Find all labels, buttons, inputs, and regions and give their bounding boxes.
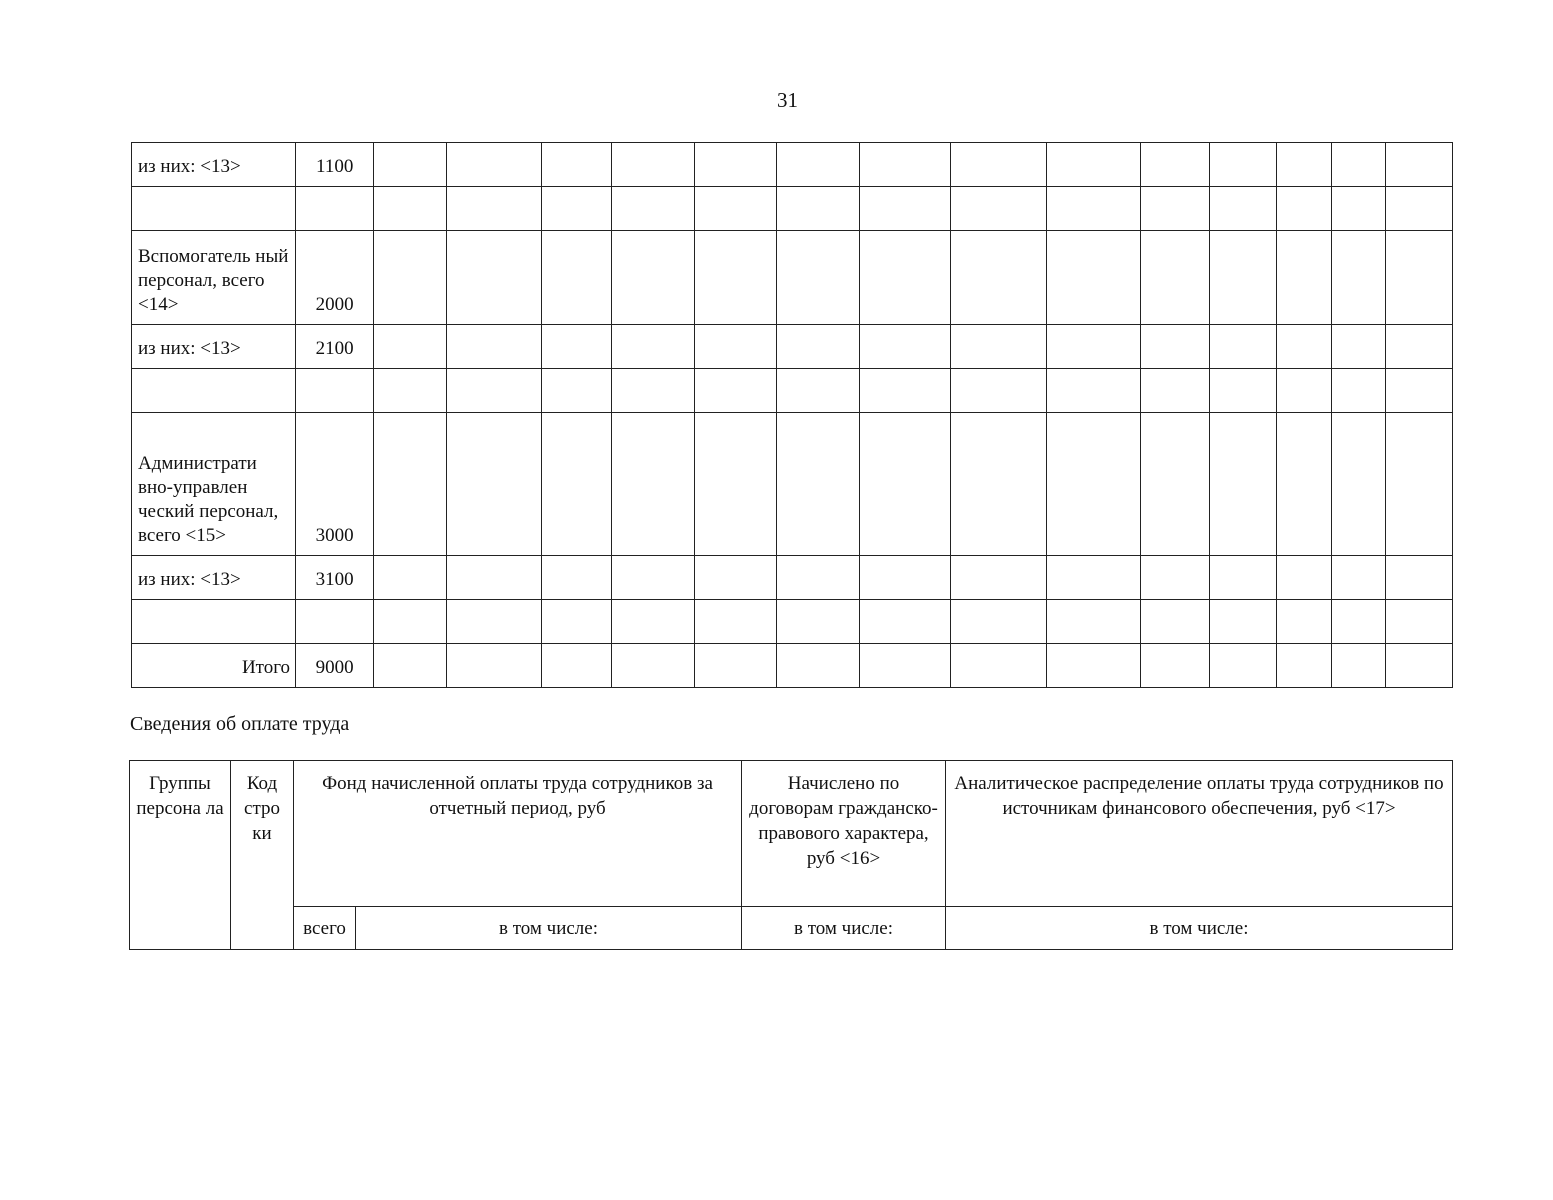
empty-cell [860,325,951,369]
empty-cell [1046,413,1140,556]
empty-cell [1386,325,1453,369]
empty-cell [1331,644,1386,688]
empty-cell [541,644,612,688]
empty-cell [1209,231,1277,325]
empty-cell [777,369,860,413]
empty-cell [374,644,447,688]
subheader-including-analytic: в том числе: [946,907,1453,950]
empty-cell [1046,369,1140,413]
empty-cell [1209,600,1277,644]
empty-cell [1386,644,1453,688]
row-code [296,369,374,413]
empty-cell [1140,369,1209,413]
staff-rows-table [131,142,1453,688]
empty-cell [1140,556,1209,600]
row-code [296,600,374,644]
empty-cell [951,556,1046,600]
empty-cell [374,187,447,231]
empty-cell [951,413,1046,556]
empty-cell [1277,231,1332,325]
empty-cell [447,600,541,644]
empty-cell [951,600,1046,644]
empty-cell [1331,143,1386,187]
empty-cell [694,644,777,688]
row-label [132,600,296,644]
empty-cell [694,556,777,600]
empty-cell [541,413,612,556]
empty-cell [1277,325,1332,369]
empty-cell [612,644,695,688]
empty-cell [1331,231,1386,325]
empty-cell [694,369,777,413]
empty-cell [374,143,447,187]
empty-cell [1140,600,1209,644]
empty-cell [447,369,541,413]
empty-cell [951,231,1046,325]
empty-cell [1140,644,1209,688]
empty-cell [860,143,951,187]
empty-cell [951,644,1046,688]
empty-cell [1331,600,1386,644]
empty-cell [951,325,1046,369]
empty-cell [694,413,777,556]
header-groups: Группы персона ла [130,761,231,950]
empty-cell [1140,187,1209,231]
table-row [132,644,1453,688]
empty-cell [541,143,612,187]
empty-cell [447,325,541,369]
row-code: 9000 [296,644,374,688]
empty-cell [1209,556,1277,600]
row-code: 2100 [296,325,374,369]
table-row [132,231,1453,325]
empty-cell [1046,143,1140,187]
empty-cell [1209,325,1277,369]
empty-cell [1209,143,1277,187]
empty-cell [1331,556,1386,600]
empty-cell [777,600,860,644]
empty-cell [777,187,860,231]
empty-cell [1140,143,1209,187]
empty-cell [541,325,612,369]
empty-cell [1140,231,1209,325]
empty-cell [1386,556,1453,600]
empty-cell [1386,413,1453,556]
table-row [132,187,1453,231]
empty-cell [860,556,951,600]
empty-cell [374,325,447,369]
header-analytic: Аналитическое распределение оплаты труда сотрудников по источникам финансового обеспечения, руб <17> [946,761,1453,907]
header-code: Код стро ки [231,761,294,950]
empty-cell [1331,413,1386,556]
empty-cell [860,644,951,688]
section-title: Сведения об оплате труда [130,713,350,735]
empty-cell [777,556,860,600]
empty-cell [374,231,447,325]
empty-cell [694,187,777,231]
empty-cell [1277,556,1332,600]
empty-cell [777,231,860,325]
empty-cell [1046,556,1140,600]
row-code [296,187,374,231]
empty-cell [1277,644,1332,688]
empty-cell [777,644,860,688]
empty-cell [1046,644,1140,688]
empty-cell [777,413,860,556]
empty-cell [694,325,777,369]
empty-cell [612,369,695,413]
empty-cell [860,413,951,556]
empty-cell [860,187,951,231]
empty-cell [1386,187,1453,231]
subheader-including-fund: в том числе: [356,907,742,950]
empty-cell [694,231,777,325]
table-row [132,556,1453,600]
empty-cell [694,143,777,187]
empty-cell [541,600,612,644]
page-number: 31 [777,88,798,112]
empty-cell [612,600,695,644]
row-code: 3000 [296,413,374,556]
empty-cell [612,413,695,556]
table-row [132,369,1453,413]
table-row [132,143,1453,187]
empty-cell [1209,413,1277,556]
header-fund: Фонд начисленной оплаты труда сотрудников за отчетный период, руб [294,761,742,907]
empty-cell [541,369,612,413]
table-row [132,600,1453,644]
header-gph: Начислено по договорам гражданско-правового характера, руб <16> [742,761,946,907]
row-label [132,187,296,231]
row-label [132,369,296,413]
empty-cell [1046,187,1140,231]
empty-cell [374,556,447,600]
empty-cell [1046,600,1140,644]
empty-cell [1277,600,1332,644]
row-label: из них: <13> [132,143,296,187]
empty-cell [612,187,695,231]
empty-cell [541,187,612,231]
empty-cell [612,143,695,187]
empty-cell [860,600,951,644]
empty-cell [1046,231,1140,325]
empty-cell [447,143,541,187]
empty-cell [1331,369,1386,413]
empty-cell [951,143,1046,187]
empty-cell [1277,187,1332,231]
payroll-info-table [129,760,1453,950]
row-code: 2000 [296,231,374,325]
empty-cell [447,644,541,688]
empty-cell [447,187,541,231]
subheader-including-gph: в том числе: [742,907,946,950]
row-label: Итого [132,644,296,688]
empty-cell [541,231,612,325]
row-label: из них: <13> [132,325,296,369]
empty-cell [447,556,541,600]
empty-cell [1277,143,1332,187]
empty-cell [1209,644,1277,688]
empty-cell [1277,369,1332,413]
row-label: Администрати вно-управлен ческий персонал, всего <15> [132,413,296,556]
empty-cell [1277,413,1332,556]
empty-cell [1209,369,1277,413]
row-code: 3100 [296,556,374,600]
empty-cell [860,231,951,325]
table-row [132,325,1453,369]
empty-cell [694,600,777,644]
empty-cell [374,413,447,556]
empty-cell [374,600,447,644]
empty-cell [1386,231,1453,325]
empty-cell [1331,187,1386,231]
empty-cell [1140,325,1209,369]
empty-cell [374,369,447,413]
row-label: из них: <13> [132,556,296,600]
empty-cell [860,369,951,413]
row-label: Вспомогатель ный персонал, всего <14> [132,231,296,325]
table-row [132,413,1453,556]
subheader-total: всего [294,907,356,950]
empty-cell [1386,600,1453,644]
empty-cell [1046,325,1140,369]
empty-cell [1140,413,1209,556]
empty-cell [1331,325,1386,369]
empty-cell [777,143,860,187]
empty-cell [612,325,695,369]
empty-cell [951,369,1046,413]
empty-cell [612,556,695,600]
empty-cell [1386,143,1453,187]
empty-cell [447,231,541,325]
row-code: 1100 [296,143,374,187]
empty-cell [541,556,612,600]
empty-cell [777,325,860,369]
empty-cell [951,187,1046,231]
empty-cell [1386,369,1453,413]
empty-cell [612,231,695,325]
empty-cell [1209,187,1277,231]
empty-cell [447,413,541,556]
